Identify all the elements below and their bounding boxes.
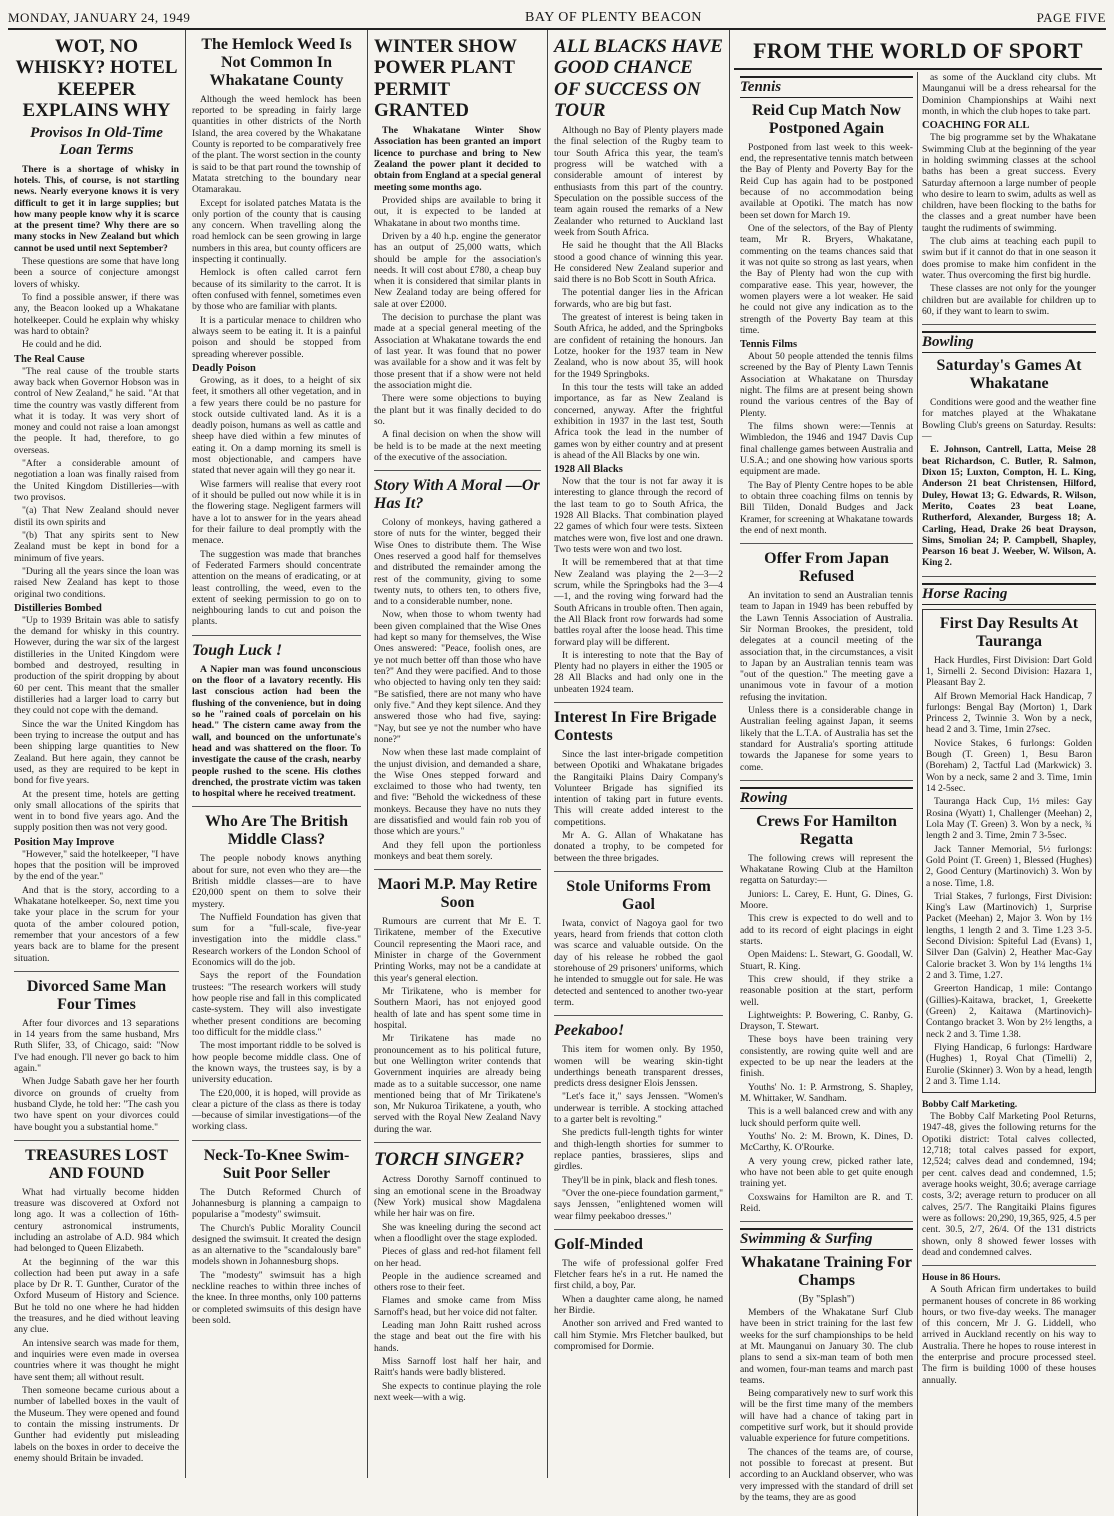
paragraph: These boys have been training very consistently, are rowing quite well and are expected to be up near the leaders at the finish.	[740, 1034, 913, 1080]
headline: ALL BLACKS HAVE GOOD CHANCE OF SUCCESS ON TOUR	[554, 36, 723, 121]
sub-headline: Provisos In Old-Time Loan Terms	[30, 125, 163, 159]
paragraph: A final decision on when the show will be held is to be made at the next meeting of the executive of the association.	[374, 429, 541, 463]
paragraph: An intensive search was made for them, and inquiries were even made in oversea countries where it was thought he might have sent them; all without result.	[14, 1337, 179, 1383]
headline: Whakatane Training For Champs	[741, 1254, 912, 1290]
paragraph: This is a well balanced crew and with any luck should perform quite well.	[740, 1106, 913, 1129]
item-heading: House in 86 Hours.	[922, 1272, 1001, 1284]
paragraph: Open Maidens: L. Stewart, G. Goodall, W. Stuart, R. King.	[740, 949, 913, 972]
headline: Crews For Hamilton Regatta	[756, 812, 897, 848]
paragraph: The Nuffield Foundation has given that sum for a "full-scale, five-year investigation into the middle class." Research workers of the London School of Economics will do the job.	[192, 911, 361, 969]
paragraph: Now, when those to whom twenty had been given complained that the Wise Ones had kept so many for themselves, the Wise Ones answered: "Peace, foolish ones, are ye not much better off than those who have ten?" And they were pacified. And to those who objected to having only ten they said: "Be satisfied, there are not many who have only five." And they kept silence. And they answered those who had five, saying: "Nay, but see ye not the number who have none?"	[374, 609, 541, 745]
paragraph: The big programme set by the Whakatane Swimming Club at the beginning of the year in holding swimming classes at the school baths has been a great success. Every Saturday afternoon a large number of people who desire to learn to swim, adults as well as children, have been flocking to the baths for the classes and a great number have been taught the rudiments of swimming.	[922, 132, 1096, 234]
headline: Who Are The British Middle Class?	[205, 813, 348, 849]
sport-column-left	[736, 72, 918, 1516]
paragraph: Tauranga Hack Cup, 1½ miles: Gay Rosina (Wyatt) 1, Challenger (Meehan) 2, Lola May (T. Green) 3. Won by a neck, ¾ length 2 and 3. Time, 2min 7 3-5sec.	[926, 796, 1092, 842]
headline: Maori M.P. May Retire Soon	[377, 876, 538, 912]
paragraph: "Let's face it," says Jenssen. "Women's underwear is terrible. A stocking attached to a garter belt is revolting."	[554, 1091, 723, 1126]
paragraph: About 50 people attended the tennis films screened by the Bay of Plenty Lawn Tennis Association at Whakatane on Thursday night. The films are at present being shown round the various centres of the Bay of Plenty.	[740, 351, 913, 419]
headline: WINTER SHOW POWER PLANT PERMIT GRANTED	[374, 36, 517, 121]
headline: Saturday's Games At Whakatane	[936, 357, 1082, 393]
paragraph: Mr Tirikatene has made no pronouncement as to his political future, but one Wellington writer contends that Government inquiries are already being made as to a suitable successor, one name mentioned being that of Mr Tirikatene's son, Mr Nukuroa Tirikatene, a youth, who served with the Royal New Zealand Navy during the war.	[374, 1033, 541, 1135]
paragraph: "However," said the hotelkeeper, "I have hopes that the position will be improved by the end of the year."	[14, 848, 179, 883]
paragraph: Miss Sarnoff lost half her hair, and Raitt's hands were badly blistered.	[374, 1356, 541, 1379]
paragraph: Greerton Handicap, 1 mile: Contango (Gillies)-Kaitawa, bracket, 1, Greekette (Green) 2, Kaitawa (Martinovich)-Contango bracket 3. Won by 2½ lengths, a neck 2 and 3. Time 1.38.	[926, 983, 1092, 1040]
byline: (By "Splash")	[798, 1293, 855, 1305]
paragraph: The "modesty" swimsuit has a high neckline reaches to within three inches of the knee. In three months, only 100 patterns or completed swimsuits of this design have been sold.	[192, 1269, 361, 1326]
headline: TORCH SINGER?	[374, 1149, 525, 1171]
page-number: PAGE FIVE	[1036, 10, 1106, 25]
sport-section	[730, 30, 1106, 1503]
article	[740, 1254, 913, 1510]
article	[14, 1147, 179, 1471]
article	[922, 72, 1096, 325]
paragraph: Flames and smoke came from Miss Sarnoff's head, but her voice did not falter.	[374, 1295, 541, 1318]
sport-columns	[736, 72, 1100, 1516]
paragraph: Iwata, convict of Nagoya gaol for two years, heard from friends that cotton cloth was scarce and valuable outside. On the day of his release he robbed the gaol storehouse of 29 prisoners' uniforms, which he intended to smuggle out for sale. He was detected and sentenced to another two-year term.	[554, 917, 723, 1008]
paragraph: Trial Stakes, 7 furlongs, First Division: King's Law (Martinovich) 1, Surprise Packet (Meehan) 2, Major 3. Won by 1½ lengths, 1 length 2 and 3. Time 1.23 3-5. Second Division: Spiteful Lad (Evans) 1, Silver Dan (Galvin) 2, Heather Mac-Gay Calorie bracket 3. Won by 1¼ lengths 1¼ 2 and 3. Time, 1.27.	[926, 890, 1092, 981]
paragraph: Since the war the United Kingdom has been trying to increase the output and has been shipping large quantities to New Zealand. But here again, they cannot be used, as they are required to be kept in bond for five years.	[14, 718, 179, 787]
columns	[8, 30, 1106, 1503]
lead-paragraph: A Napier man was found unconscious on the floor of a lavatory recently. His last conscious action had been the flushing of the convenience, but in doing so he "rained coals of porcelain on his head." The cistern came away from the wall, and bounced on the unfortunate's head and was shattered on the floor. To investigate the cause of the crash, nearby people rushed to the scene. His clothes drenched, the prostrate victim was taken to hospital where he received treatment.	[192, 663, 361, 800]
paragraph: The films shown were:—Tennis at Wimbledon, the 1946 and 1947 Davis Cup final challenge games between Australia and U.S.A.; and one showing how various sports equipment are made.	[740, 421, 913, 478]
article	[192, 813, 361, 1140]
item-heading: Bobby Calf Marketing.	[922, 1099, 1018, 1111]
paragraph: This crew is expected to do well and to add to its record of eight placings in eight starts.	[740, 913, 913, 947]
headline: Stole Uniforms From Gaol	[566, 878, 711, 913]
article	[740, 102, 913, 544]
paragraph: To find a possible answer, if there was any, the Beacon looked up a Whakatane hotelkeeper. Could he explain why whisky was hard to obtain?	[14, 292, 179, 337]
paragraph: Actress Dorothy Sarnoff continued to sing an emotional scene in the Broadway (New York) musical show Magdalena while her hair was on fire.	[374, 1174, 541, 1220]
paragraph: What had virtually become hidden treasure was discovered at Oxford not long ago. It was a collection of 16th-century astronomical instruments, including an astrolabe of A.D. 984 which had belonged to Queen Elizabeth.	[14, 1186, 179, 1255]
article	[192, 642, 361, 808]
paragraph: The wife of professional golfer Fred Fletcher fears he's in a rut. He named the first child, a boy, Par.	[554, 1257, 723, 1292]
sport-banner: FROM THE WORLD OF SPORT	[734, 34, 1102, 70]
paragraph: The greatest of interest is being taken in South Africa, he added, and the Springboks are confident of retaining the honours. Jan Lotze, hooker for the 1937 team in New Zealand, who is now about 35, will hook for the 1949 Springboks.	[554, 312, 723, 380]
article	[740, 813, 913, 1222]
paragraph: It will be remembered that at that time New Zealand was playing the 2—3—2 scrum, while the Springboks had the 3—4—1, and the roving wing forward had the South Africans in trouble often. Then again, the All Black front row forwards had some battles royal after the loose head. This time forward play will be different.	[554, 557, 723, 648]
paragraph: Another son arrived and Fred wanted to call him Stymie. Mrs Fletcher baulked, but compromised for Dormie.	[554, 1318, 723, 1352]
article	[554, 709, 723, 872]
paragraph: Driven by a 40 h.p. engine the generator has an output of 25,000 watts, which should be ample for the association's needs. It will cost about £780, a cheap buy when it is considered that similar plants in New Zealand today are being offered for sale at over £2000.	[374, 230, 541, 310]
paragraph: These classes are not only for the younger children but are available for children up to 60, if they want to learn to swim.	[922, 283, 1096, 317]
lead-paragraph: E. Johnson, Cantrell, Latta, Meise 28 beat Richardson, C. Butler, R. Salmon, Dixon 15; Luxton, Compton, H. L. King, Anderson 21 beat Christensen, Hilford, Duley, Howat 13; G. Edwards, R. Wilson, Merito, Coates 23 beat Loane, Rutherford, Alexander, Burgess 18; A. Carling, Head, Drake 26 beat Drayson, Sims, Smolian 24; P. Campbell, Shapley, Pearson 16 beat J. Weeber, W. Wilson, A. King 2.	[922, 444, 1096, 569]
paragraph: The decision to purchase the plant was made at a special general meeting of the Association at Whakatane towards the end of last year. It was found that no power was available for a show and it was felt by those present that if a show were not held the association might die.	[374, 312, 541, 391]
paragraph: Alf Brown Memorial Hack Handicap, 7 furlongs: Bengal Bay (Morton) 1, Dark Princess 2, Twinnie 3. Won by a neck, head 2 and 3. Time, 1min 27sec.	[926, 690, 1092, 736]
paragraph: The club aims at teaching each pupil to swim but if it cannot do that in one season it does promise to make him confident in the water. Thus overcoming the first big hurdle.	[922, 236, 1096, 281]
headline: Reid Cup Match Now Postponed Again	[752, 102, 901, 137]
headline: The Hemlock Weed Is Not Common In Whakatane County	[201, 36, 352, 89]
paragraph: Pieces of glass and red-hot filament fell on her head.	[374, 1246, 541, 1269]
paragraph: One of the selectors, of the Bay of Plenty team, Mr R. Bryers, Whakatane, commenting on the teams chances said that it was not quite so strong as last years, when the Bay of Plenty had won the cup with comparative ease. This year, however, the women players were a lot weaker. He said he could not give any indication as to the strength of the Poverty Bay team at this time.	[740, 223, 913, 336]
paragraph: These questions are some that have long been a source of conjecture amongst lovers of whisky.	[14, 256, 179, 290]
headline: TREASURES LOST AND FOUND	[25, 1146, 168, 1182]
headline: Offer From Japan Refused	[764, 550, 889, 586]
article	[374, 477, 541, 870]
paragraph: Juniors: L. Carey, E. Hunt, G. Dines, G. Moore.	[740, 888, 913, 911]
paragraph: An invitation to send an Australian tennis team to Japan in 1949 has been rebuffed by the Lawn Tennis Association of Australia. Sir Norman Brookes, the president, told delegates at a council meeting of the association that, in the circumstances, a visit to Japan by an Australian tennis team was "out of the question." The meeting gave a unanimous vote in favour of a motion refusing the invitation.	[740, 589, 913, 703]
paragraph: People in the audience screamed and others rose to their feet.	[374, 1270, 541, 1294]
article	[554, 878, 723, 1016]
paragraph: Mr A. G. Allan of Whakatane has donated a trophy, to be competed for between the three brigades.	[554, 830, 723, 864]
crosshead: COACHING FOR ALL	[922, 120, 1030, 132]
headline: Story With A Moral —Or Has It?	[374, 477, 540, 513]
paragraph: When a daughter came along, he named her Birdie.	[554, 1293, 723, 1317]
article	[374, 876, 541, 1143]
paragraph: The Dutch Reformed Church of Johannesburg is planning a campaign to popularise a "modesty" swimsuit.	[192, 1186, 361, 1221]
paragraph: He said he thought that the All Blacks stood a good chance of winning this year. He considered New Zealand superior and said there is no Bob Scott in South Africa.	[554, 240, 723, 286]
paragraph: Since the last inter-brigade competition between Opotiki and Whakatane brigades the Rangitaiki Plains Dairy Company's Volunteer Brigade has signified its intention of taking part in future events. This will create added interest to the competitions.	[554, 748, 723, 828]
paragraph: The Church's Public Morality Council designed the swimsuit. It created the design as an alternative to the "scandalously bare" models shown in Johannesburg shops.	[192, 1222, 361, 1268]
paragraph: After four divorces and 13 separations in 14 years from the same husband, Mrs Ruth Slifer, 33, of Chicago, said: "Now I've had enough. I'll never go back to him again."	[14, 1017, 179, 1074]
lead-paragraph: The Whakatane Winter Show Association has been granted an import licence to purchase and bring to New Zealand the power plant it decided to obtain from England at a special general meeting some months ago.	[374, 125, 541, 193]
paragraph: Then someone became curious about a number of labelled boxes in the vault of the Museum. They were opened and found to contain the missing instruments. Dr Gunther had evidently put misleading labels on the boxes in order to deceive the enemy should Britain be invaded.	[14, 1384, 179, 1464]
paragraph: "During all the years since the loan was raised New Zealand has kept to those original two conditions.	[14, 565, 179, 600]
paragraph: She expects to continue playing the role next week—with a wig.	[374, 1380, 541, 1403]
article	[922, 1272, 1096, 1393]
lead-paragraph: There is a shortage of whisky in hotels. This, of course, is not startling news. Nearly everyone knows it is very difficult to get it in large supplies; but how many people know why it is scarce at the present time? Why there are so many stocks in New Zealand but which cannot be used until next September?	[14, 163, 179, 254]
paragraph: "Up to 1939 Britain was able to satisfy the demand for whisky in this country. However, during the war six of the largest distilleries in the United Kingdom were bombed and destroyed, resulting in production of the spirit dropping by about 60 per cent. This meant that the smaller distilleries had a larger load to carry but they could not cope with the demand.	[14, 614, 179, 717]
paragraph: Youths' No. 1: P. Armstrong, S. Shapley, M. Whittaker, W. Sandham.	[740, 1081, 913, 1104]
paragraph: It is interesting to note that the Bay of Plenty had no players in either the 1905 or 28 All Blacks and had only one in the unbeaten 1924 team.	[554, 649, 723, 695]
article	[374, 36, 541, 471]
paragraph: Flying Handicap, 6 furlongs: Hardware (Hughes) 1, Royal Chat (Timelli) 2, Eurolie (Skinner) 3. Won by a head, length 2 and 3. Time 1.14.	[926, 1041, 1092, 1087]
paragraph: Says the report of the Foundation trustees: "The research workers will study how people rise and fall in this complicated caste-system. They will also investigate whether present conditions are becoming too difficult for the middle class."	[192, 970, 361, 1038]
paragraph: Postponed from last week to this week-end, the representative tennis match between the Bay of Plenty and Poverty Bay for the Reid Cup has again had to be postponed because of no accommodation being available at Opotiki. The match has now been set down for March 19.	[740, 141, 913, 221]
section-heading: Rowing	[740, 787, 913, 809]
paragraph: A South African firm undertakes to build permanent houses of concrete in 86 working hours, or two five-day weeks. The manager of this concern, Mr J. G. Liddell, who arrived in Auckland recently on his way to Australia. There he hopes to rouse interest in the enterprise and procure processed steel. The firm is building 1000 of these houses annually.	[922, 1284, 1096, 1386]
section-heading: Horse Racing	[922, 583, 1096, 605]
paragraph: Now that the tour is not far away it is interesting to glance through the record of the last team to go to South Africa, the 1928 All Blacks. That combination played 22 games of which four were tests. Sixteen matches were won, five lost and one drawn. Two tests were won and two lost.	[554, 476, 723, 555]
paragraph: And that is the story, according to a Whakatane hotelkeeper. So, next time you take your place in the scrum for your quota of the amber coloured potion, remember that your ancestors of a few years back are to blame for the present situation.	[14, 884, 179, 964]
paragraph: Although no Bay of Plenty players made the final selection of the Rugby team to tour South Africa this year, the team's progress will be watched with a considerable amount of interest by enthusiasts from this part of the country. Speculation on the possible success of the team again roused the remarks of a New Zealander who returned to Auckland last week from South Africa.	[554, 125, 723, 238]
paragraph: And they fell upon the portionless monkeys and beat them sorely.	[374, 839, 541, 862]
paragraph: "Over the one-piece foundation garment," says Jenssen, "enlightened women will wear filmy peekaboo dresses."	[554, 1187, 724, 1222]
paper-name: BAY OF PLENTY BEACON	[525, 10, 702, 25]
article	[14, 978, 179, 1141]
paragraph: "After a considerable amount of negotiation a loan was finally raised from the United Kingdom Distilleries—with two provisos.	[14, 458, 179, 503]
article	[554, 1022, 723, 1230]
article	[192, 1147, 361, 1334]
paragraph: Being comparatively new to surf work this will be the first time many of the members will have had a chance of taking part in competitive surf work, but it should provide valuable experience for future competitions.	[740, 1388, 913, 1445]
paragraph: The most important riddle to be solved is how people become middle class. One of the known ways, the trustees say, is by a university education.	[192, 1040, 361, 1086]
paragraph: The chances of the teams are, of course, not possible to forecast at present. But according to an Auckland observer, who was very impressed with the standard of drill set by the teams, they are as good	[740, 1446, 913, 1503]
column-4	[548, 30, 730, 1478]
paragraph: She predicts full-length tights for winter and thigh-length shorties for summer to replace panties, brassieres, slips and girdles.	[554, 1127, 723, 1173]
paragraph: Hack Hurdles, First Division: Dart Gold 1, Sirnelli 2. Second Division: Hazara 1, Pleasant Bay 2.	[926, 654, 1092, 689]
paragraph: In this tour the tests will take an added importance, as far as New Zealand is concerned, anyway. After the frightful exhibition in 1937 in the last test, South Africa took the lead in the number of games won by either country and at present is ahead of the All Blacks by one win.	[554, 381, 723, 461]
issue-date: MONDAY, JANUARY 24, 1949	[8, 10, 191, 25]
crosshead: Tennis Films	[740, 339, 798, 351]
article	[554, 36, 723, 703]
headline: Interest In Fire Brigade Contests	[554, 709, 717, 744]
paragraph: Unless there is a considerable change in Australian feeling against Japan, it seems likely that the L.T.A. of Australia has set the standard for Australia's sporting attitude towards the Japanese for some years to come.	[740, 705, 913, 773]
column-3	[368, 30, 548, 1478]
paragraph: Wise farmers will realise that every root of it should be pulled out now while it is in the flowering stage. Negligent farmers will have a lot to answer for in the years ahead for their failure to deal promptly with the menace.	[192, 478, 361, 547]
article	[922, 357, 1096, 577]
paragraph: Provided ships are available to bring it out, it is expected to be landed at Whakatane in about two months time.	[374, 194, 541, 229]
crosshead: Distilleries Bombed	[14, 602, 102, 614]
paragraph: They'll be in pink, black and flesh tones.	[562, 1174, 718, 1186]
paragraph: The potential danger lies in the African forwards, who are big but fast.	[554, 287, 723, 310]
paragraph: Coxswains for Hamilton are R. and T. Reid.	[740, 1191, 913, 1214]
section-heading: Swimming & Surfing	[740, 1228, 913, 1250]
headline: Peekaboo!	[554, 1022, 625, 1040]
paragraph: Except for isolated patches Matata is the only portion of the county that is causing any concern. When travelling along the road hemlock can be seen growing in large numbers in this area, but county officers are inspecting it continually.	[192, 197, 361, 266]
article	[740, 550, 913, 781]
paragraph: He could and he did.	[22, 339, 102, 351]
column-2	[186, 30, 368, 1478]
article	[374, 1149, 541, 1410]
paragraph: "(a) That New Zealand should never distil its own spirits and	[14, 505, 179, 528]
paragraph: Members of the Whakatane Surf Club have been in strict training for the last few weeks for the surf championships to be held at Mt. Maunganui on January 30. The club plans to send a six-man team of both men and women, four-man teams and march past teams.	[740, 1306, 913, 1386]
paragraph: She was kneeling during the second act when a floodlight over the stage exploded.	[374, 1221, 541, 1244]
paragraph: Youths' No. 2: M. Brown, K. Dines, D. McCarthy, K. O'Rourke.	[740, 1130, 913, 1154]
paragraph: The people nobody knows anything about for sure, not even who they are—the British middle classes—are to have £20,000 spent on them to solve their mystery.	[192, 853, 361, 910]
paragraph: "(b) That any spirits sent to New Zealand must be kept in bond for a minimum of five years.	[14, 529, 179, 564]
headline: Divorced Same Man Four Times	[26, 977, 167, 1013]
headline: Neck-To-Knee Swim-Suit Poor Seller	[203, 1146, 350, 1182]
paragraph: The £20,000, it is hoped, will provide as clear a picture of the class as there is today—because of similar investigations—of the working class.	[192, 1087, 361, 1133]
paragraph: "The real cause of the trouble starts away back when Governor Hobson was in control of New Zealand," he said. "At that time the country was vastly different from what it is today. It was very short of money and could not raise a loan amongst the people. It had, therefore, to go overseas.	[14, 365, 179, 456]
paragraph: as some of the Auckland city clubs. Mt Maunganui will be a dress rehearsal for the Dominion Championships at Waihi next month, in which the club hopes to take part.	[922, 72, 1096, 117]
crosshead: 1928 All Blacks	[554, 464, 623, 476]
paragraph: Colony of monkeys, having gathered a store of nuts for the winter, begged their Wise Ones to distribute them. The Wise Ones reserved a good half for themselves and distributed the remainder among the rest of the community, giving to some twenty nuts, to others ten, to others five, and to a considerable number, none.	[374, 516, 541, 608]
paragraph: The following crews will represent the Whakatane Rowing Club at the Hamilton regatta on Saturday:—	[740, 852, 913, 887]
paragraph: There were some objections to buying the plant but it was finally decided to do so.	[374, 393, 541, 427]
paragraph: A very young crew, picked rather late, who have not been able to get quite enough training yet.	[740, 1155, 913, 1190]
article	[14, 36, 179, 972]
headline: First Day Results At Tauranga	[939, 614, 1079, 650]
crosshead: Deadly Poison	[192, 362, 256, 374]
headline: Golf-Minded	[554, 1235, 643, 1253]
paragraph: This item for women only. By 1950, women will be wearing skin-tight underthings beneath transparent dresses, predicts dress designer Elois Jenssen.	[554, 1044, 723, 1090]
headline: WOT, NO WHISKY? HOTEL KEEPER EXPLAINS WHY	[15, 36, 178, 121]
paragraph: Conditions were good and the weather fine for matches played at the Whakatane Bowling Club's greens on Saturday. Results:—	[922, 397, 1096, 442]
paragraph: Although the weed hemlock has been reported to be spreading in fairly large quantities in other districts of the North Island, the area covered by the Whakatane County is reported to be comparatively free of the plant. The worst section in the county is said to be that part round the township of Matata stretching to the boundary near Otamarakau.	[192, 93, 362, 196]
paragraph: At the present time, hotels are getting only small allocations of the spirits that went in to bond five years ago. And the supply position then was not very good.	[14, 788, 179, 834]
paragraph: Rumours are current that Mr E. T. Tirikatene, member of the Executive Council representing the Maori race, and Minister in charge of the Government Printing Works, may not be a candidate at this year's general election.	[374, 916, 541, 984]
paragraph: Now when these last made complaint of the unjust division, and demanded a share, the Wise Ones stepped forward and exclaimed to those who had twenty, ten and five: "Behold the wickedness of these monkeys. Because they have no nuts they are dissatisfied and would fain rob you of those which are yours."	[374, 747, 541, 838]
paragraph: Jack Tanner Memorial, 5½ furlongs: Gold Point (T. Green) 1, Blessed (Hughes) 2, Good Century (Martinovich) 3. Won by a nose. Time, 1.8.	[926, 843, 1092, 889]
paragraph: Lightweights: P. Bowering, C. Ranby, G. Drayson, T. Stewart.	[740, 1009, 913, 1033]
section-heading: Bowling	[922, 331, 1096, 353]
paragraph: The Bobby Calf Marketing Pool Returns, 1947-48, gives the following returns for the Opotiki district: Total calves collected, 12,718; total calves passed for export, 12,524; calves dead and condemned, 194; per cent. calves dead and condemned, 1.5; average hooks weight, 30.6; average carriage costs, 3/2; average return to producer on all calves, 25/7. The Rangitaiki Plains figures were as follows: 20,290, 19,365, 925, 4.5 per cent. 30.5, 2/7, 26/4. Of the 131 districts shown, only 8 showed fewer losses with dead and condemned calves.	[922, 1111, 1096, 1258]
paragraph: At the beginning of the war this collection had been put away in a safe place by Dr R. T. Gunther, Curator of the Oxford Museum of History and Science. But he told no one where he had hidden the treasures, and he died without leaving any clue.	[14, 1256, 179, 1336]
masthead	[8, 6, 1106, 30]
paragraph: Leading man John Raitt rushed across the stage and beat out the fire with his hands.	[374, 1320, 541, 1354]
paragraph: Hemlock is often called carrot fern because of its similarity to the carrot. It is often confused with fennel, sometimes even by those who are familiar with plants.	[192, 267, 361, 313]
paragraph: This crew should, if they strike a reasonable position at the start, perform well.	[740, 973, 913, 1008]
paragraph: Growing, as it does, to a height of six feet, it smothers all other vegetation, and in a few years there could be no pasture for stock outside cultivated land. As it is a deadly poison, humans as well as cattle and sheep have died within a few minutes of eating it. On a damp morning its smell is most objectionable, and campers have stated that never again will they go near it.	[192, 374, 361, 477]
article	[554, 1236, 723, 1359]
paragraph: Mr Tirikatene, who is member for Southern Maori, has not enjoyed good health of late and has spent some time in hospital.	[374, 986, 541, 1031]
paragraph: The Bay of Plenty Centre hopes to be able to obtain three coaching films on tennis by Bill Tilden, Donald Budges and Jack Kramer, for screening at Whakatane towards the end of next month.	[740, 479, 913, 536]
paragraph: It is a particular menace to children who always seem to be eating it. It is a painful poison and should be stopped from spreading wherever possible.	[192, 314, 361, 360]
crosshead: The Real Cause	[14, 353, 85, 365]
column-1	[8, 30, 186, 1478]
paragraph: Novice Stakes, 6 furlongs: Golden Bough (T. Green) 1, Besu Baron (Boreham) 2, Tactful Lad (Markwick) 3. Won by a neck, same 2 and 3. Time, 1min 14 2-5sec.	[926, 737, 1092, 794]
headline: Tough Luck !	[192, 641, 283, 659]
section-heading: Tennis	[740, 76, 913, 98]
crosshead: Position May Improve	[14, 836, 115, 848]
article	[922, 1099, 1096, 1266]
article	[192, 36, 361, 636]
sport-column-right	[918, 72, 1100, 1516]
paragraph: When Judge Sabath gave her her fourth divorce on grounds of cruelty from husband Clyde, he told her: "The cash you two have spent on your divorces could have bought you a substantial home."	[14, 1076, 179, 1133]
paragraph: The suggestion was made that branches of Federated Farmers should concentrate attention on the means of eradicating, or at least controlling, the weed, even to the extent of seeking permission to go on to neighbouring lands to cut and poison the plants.	[192, 548, 361, 628]
article	[922, 609, 1096, 1093]
